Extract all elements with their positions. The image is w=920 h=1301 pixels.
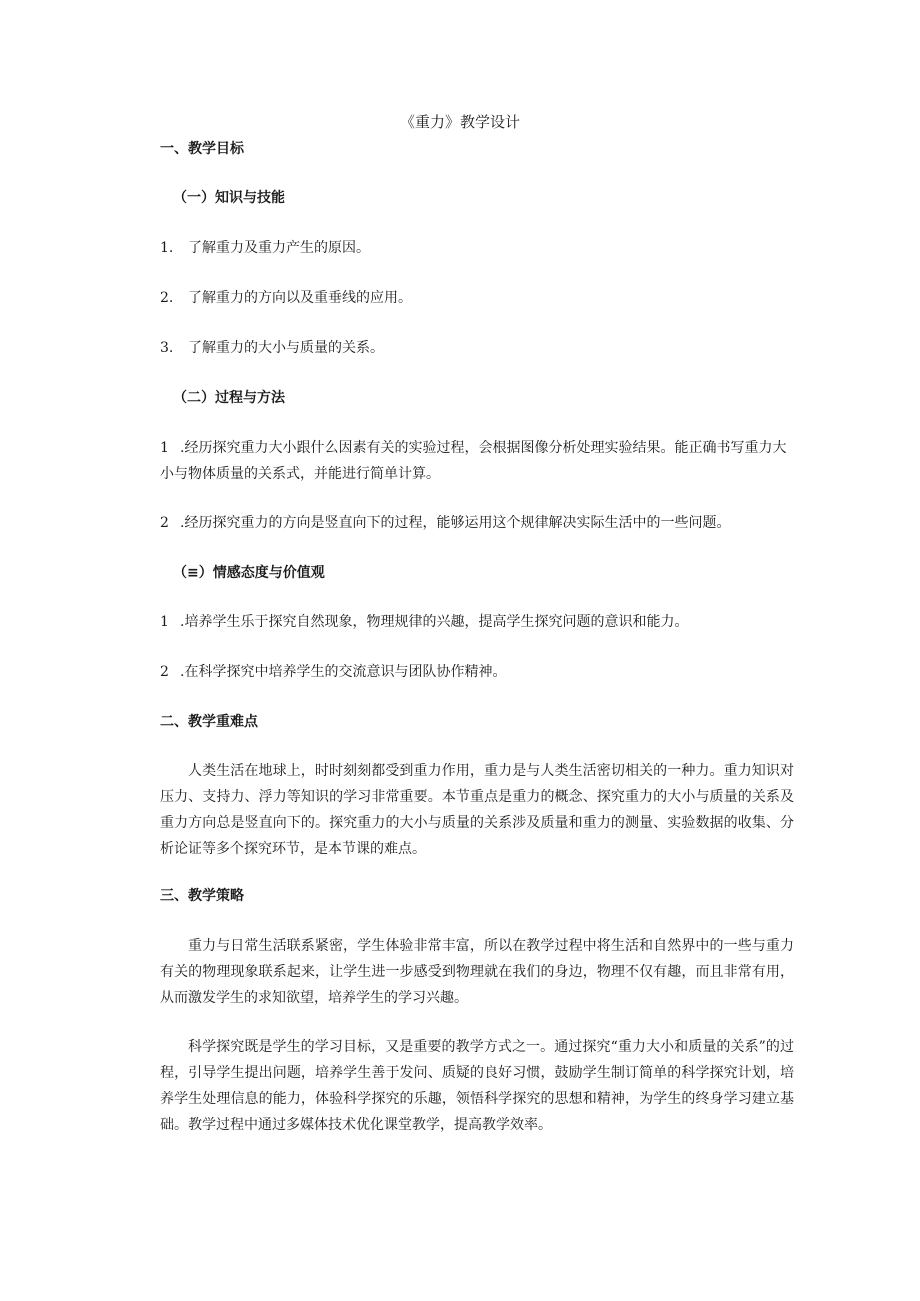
list-item-number: 1	[160, 440, 169, 456]
list-item-number: 3.	[160, 340, 174, 356]
subheading-knowledge-skills: （一）知识与技能	[173, 190, 285, 206]
list-item-text: 了解重力的大小与质量的关系。	[188, 340, 384, 356]
section-heading-strategy: 三、教学策略	[160, 888, 244, 904]
list-item	[160, 286, 800, 310]
list-item-number: 2.	[160, 290, 174, 306]
list-item-number: 1	[160, 614, 169, 630]
subheading-process-methods: （二）过程与方法	[173, 390, 285, 406]
list-item-number: 2	[160, 664, 169, 680]
section-heading-objectives: 一、教学目标	[160, 141, 244, 157]
list-item-text: 了解重力及重力产生的原因。	[188, 240, 370, 256]
paragraph-strategy-2: 科学探究既是学生的学习目标，又是重要的教学方式之一。通过探究“重力大小和质量的关系”的过程，引导学生提出问题，培养学生善于发问、质疑的良好习惯，鼓励学生制订简单的科学探究计划，培养学生处理信息的能力，体验科学探究的乐趣，领悟科学探究的思想和精神，为学生的终身学习建立基础。教学过程中通过多媒体技术优化课堂教学，提高教学效率。	[160, 1039, 794, 1133]
list-item-number: 2	[160, 515, 169, 531]
list-item-text: .经历探究重力大小跟什么因素有关的实验过程，会根据图像分析处理实验结果。能正确书写重力大小与物体质量的关系式，并能进行简单计算。	[160, 440, 787, 482]
page-title: 《重力》教学设计	[399, 113, 520, 131]
list-item-number: 1.	[160, 240, 174, 256]
list-item-text: .经历探究重力的方向是竖直向下的过程，能够运用这个规律解决实际生活中的一些问题。	[180, 515, 731, 531]
list-item	[160, 659, 800, 685]
paragraph-strategy-1: 重力与日常生活联系紧密，学生体验非常丰富，所以在教学过程中将生活和自然界中的一些与重力有关的物理现象联系起来，让学生进一步感受到物理就在我们的身边，物理不仅有趣，而且非常有用，从而激发学生的求知欲望，培养学生的学习兴趣。	[160, 938, 794, 1006]
subheading-attitudes-values: （≡）情感态度与价值观	[173, 565, 325, 581]
list-item-text: .培养学生乐于探究自然现象，物理规律的兴趣，提高学生探究问题的意识和能力。	[180, 614, 689, 630]
section-heading-key-points: 二、教学重难点	[160, 714, 258, 730]
list-item	[160, 236, 800, 260]
list-item	[160, 435, 800, 487]
paragraph-key-points: 人类生活在地球上，时时刻刻都受到重力作用，重力是与人类生活密切相关的一种力。重力知识对压力、支持力、浮力等知识的学习非常重要。本节重点是重力的概念、探究重力的大小与质量的关系及重力方向总是竖直向下的。探究重力的大小与质量的关系涉及质量和重力的测量、实验数据的收集、分析论证等多个探究环节，是本节课的难点。	[160, 763, 794, 857]
list-item	[160, 336, 800, 360]
list-item	[160, 510, 800, 536]
list-item-text: .在科学探究中培养学生的交流意识与团队协作精神。	[180, 664, 507, 680]
list-item-text: 了解重力的方向以及重垂线的应用。	[188, 290, 412, 306]
list-item	[160, 609, 800, 635]
